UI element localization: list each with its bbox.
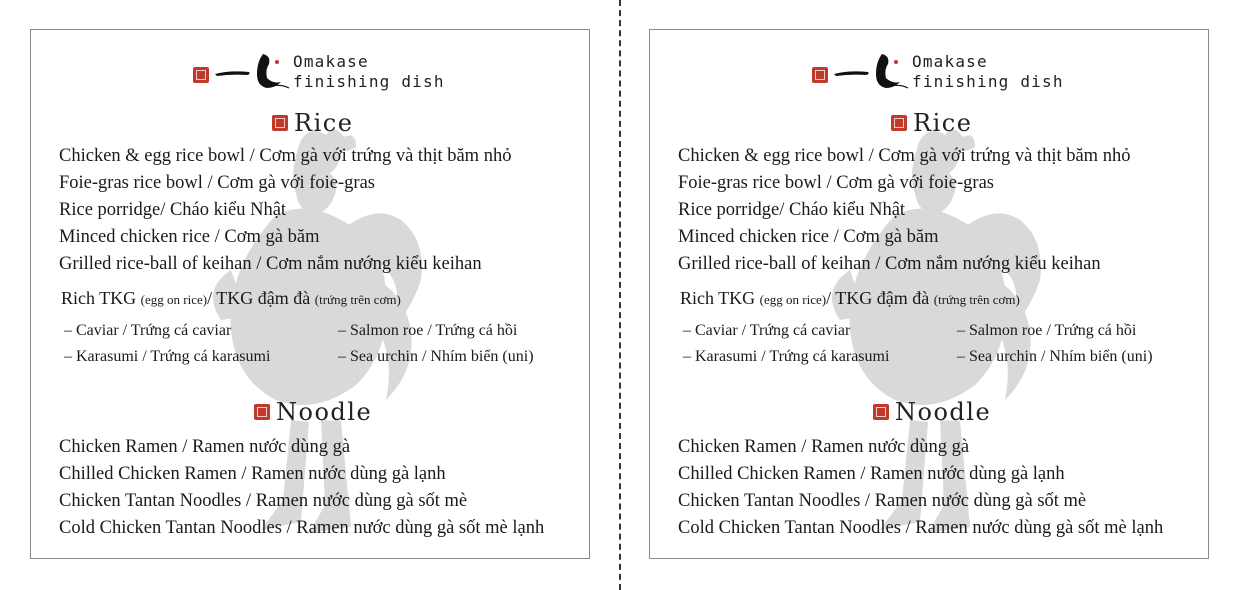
tkg-option: – Salmon roe / Trứng cá hồi [338, 322, 518, 339]
menu-header [193, 50, 493, 94]
list-item: Rice porridge/ Cháo kiểu Nhật [59, 200, 287, 220]
list-item: Minced chicken rice / Cơm gà băm [678, 227, 939, 247]
list-item: Chicken Ramen / Ramen nước dùng gà [59, 437, 351, 457]
seal-stamp-icon [272, 115, 288, 131]
rice-item-list [59, 143, 511, 278]
list-item: Chilled Chicken Ramen / Ramen nước dùng gà lạnh [59, 464, 446, 484]
seal-stamp-icon [891, 115, 907, 131]
rice-section-title: Rice [272, 109, 353, 137]
tkg-title: Rich TKG (egg on rice)/ TKG đậm đà (trứng trên cơm) [680, 288, 1020, 308]
tkg-option: – Sea urchin / Nhím biển (uni) [957, 348, 1153, 365]
tkg-option: – Salmon roe / Trứng cá hồi [957, 322, 1137, 339]
menu-header [812, 50, 1112, 94]
tkg-options [683, 318, 1203, 370]
cut-line-divider [619, 0, 621, 590]
noodle-section-title: Noodle [254, 398, 372, 426]
seal-stamp-icon [812, 67, 828, 83]
list-item: Chicken & egg rice bowl / Cơm gà với trứng và thịt băm nhỏ [59, 146, 512, 166]
list-item: Minced chicken rice / Cơm gà băm [59, 227, 320, 247]
list-item: Chicken Ramen / Ramen nước dùng gà [678, 437, 970, 457]
seal-stamp-icon [193, 67, 209, 83]
brush-logo-icon [211, 50, 297, 94]
seal-stamp-icon [254, 404, 270, 420]
list-item: Grilled rice-ball of keihan / Cơm nắm nướng kiểu keihan [59, 254, 482, 274]
list-item: Chicken Tantan Noodles / Ramen nước dùng gà sốt mè [59, 491, 468, 511]
list-item: Cold Chicken Tantan Noodles / Ramen nước dùng gà sốt mè lạnh [678, 518, 1164, 538]
tkg-option: – Karasumi / Trứng cá karasumi [64, 348, 271, 365]
header-title: Omakase finishing dish [293, 52, 445, 91]
list-item: Chilled Chicken Ramen / Ramen nước dùng gà lạnh [678, 464, 1065, 484]
noodle-item-list [59, 434, 544, 542]
rice-section-title: Rice [891, 109, 972, 137]
list-item: Foie-gras rice bowl / Cơm gà với foie-gras [59, 173, 375, 193]
list-item: Chicken & egg rice bowl / Cơm gà với trứng và thịt băm nhỏ [678, 146, 1131, 166]
tkg-options [64, 318, 584, 370]
rice-item-list [678, 143, 1130, 278]
seal-stamp-icon [873, 404, 889, 420]
noodle-section-title: Noodle [873, 398, 991, 426]
brush-logo-icon [830, 50, 916, 94]
list-item: Grilled rice-ball of keihan / Cơm nắm nướng kiểu keihan [678, 254, 1101, 274]
noodle-item-list [678, 434, 1163, 542]
list-item: Foie-gras rice bowl / Cơm gà với foie-gras [678, 173, 994, 193]
list-item: Cold Chicken Tantan Noodles / Ramen nước dùng gà sốt mè lạnh [59, 518, 545, 538]
tkg-option: – Caviar / Trứng cá caviar [64, 322, 232, 339]
list-item: Rice porridge/ Cháo kiểu Nhật [678, 200, 906, 220]
tkg-title: Rich TKG (egg on rice)/ TKG đậm đà (trứng trên cơm) [61, 288, 401, 308]
menu-card-left [30, 29, 590, 559]
tkg-option: – Caviar / Trứng cá caviar [683, 322, 851, 339]
list-item: Chicken Tantan Noodles / Ramen nước dùng gà sốt mè [678, 491, 1087, 511]
tkg-option: – Sea urchin / Nhím biển (uni) [338, 348, 534, 365]
tkg-option: – Karasumi / Trứng cá karasumi [683, 348, 890, 365]
menu-card-right [649, 29, 1209, 559]
header-title: Omakase finishing dish [912, 52, 1064, 91]
